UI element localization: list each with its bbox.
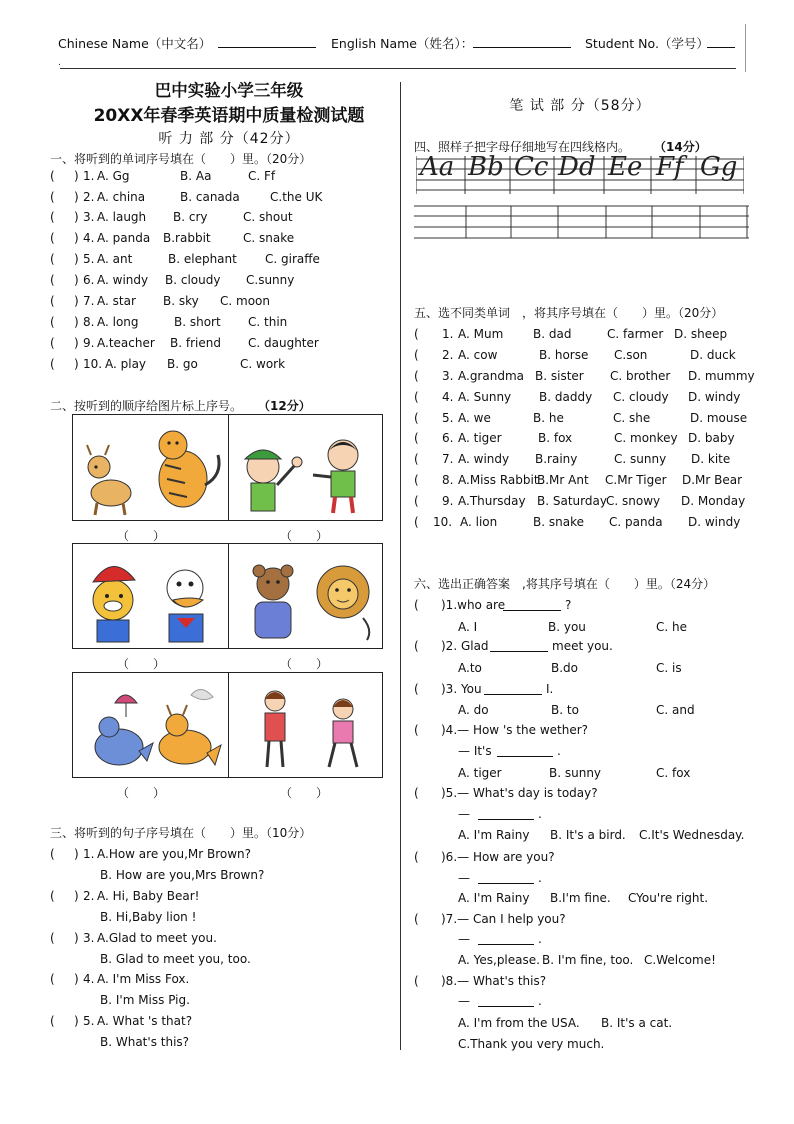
answer-paren[interactable]: (: [50, 169, 55, 183]
answer-paren[interactable]: (: [414, 431, 419, 445]
question-text: )8.— What's this?: [441, 974, 547, 988]
option-c: C. Ff: [248, 169, 276, 183]
answer-paren[interactable]: (: [50, 294, 55, 308]
option-d: D. Monday: [681, 494, 746, 508]
chinese-name-label: Chinese Name（中文名）: [58, 36, 212, 51]
option-b: B.rabbit: [163, 231, 211, 245]
option-c: C. he: [656, 620, 687, 634]
option-a: A. lion: [460, 515, 498, 529]
answer-paren-close: ): [74, 190, 79, 204]
option-b: B. sunny: [549, 766, 602, 780]
option-c: C.sunny: [246, 273, 295, 287]
answer-blank[interactable]: [484, 681, 542, 695]
sentence-b: B. What's this?: [100, 1035, 190, 1049]
response-end: .: [538, 994, 542, 1008]
option-b: B. you: [548, 620, 586, 634]
question-text: )7.— Can I help you?: [441, 912, 566, 926]
option-a: A. china: [97, 190, 146, 204]
option-a: A. panda: [97, 231, 151, 245]
answer-paren-close: ): [74, 210, 79, 224]
answer-paren[interactable]: (: [50, 972, 55, 986]
option-a: A.Miss Rabbit: [458, 473, 539, 487]
option-b: B. Saturday: [537, 494, 607, 508]
option-c: C. daughter: [248, 336, 319, 350]
option-b: B. horse: [539, 348, 589, 362]
response-end: .: [557, 744, 561, 758]
option-d: D. baby: [688, 431, 735, 445]
question-number: 10.: [83, 357, 103, 371]
option-c: C. cloudy: [613, 390, 669, 404]
option-a: A. Yes,please.: [458, 953, 540, 967]
option-c: CYou're right.: [628, 891, 709, 905]
english-name-label: English Name（姓名）：: [331, 36, 474, 51]
english-name-field[interactable]: [473, 33, 571, 48]
writing-title: 笔 试 部 分（58分）: [509, 98, 651, 114]
question-number: 1.: [83, 847, 95, 861]
sec3-heading: 三、将听到的句子序号填在（ ）里。（10分）: [50, 826, 312, 840]
answer-blank[interactable]: [478, 870, 534, 884]
picture-row-1: [72, 414, 383, 521]
option-b: B. go: [167, 357, 198, 371]
option-c: C.son: [614, 348, 648, 362]
response-end: .: [538, 871, 542, 885]
option-a: A. ant: [97, 252, 133, 266]
question-text: )5.— What's day is today?: [441, 786, 598, 800]
response-prefix: — It's: [458, 744, 492, 758]
option-a: A. tiger: [458, 431, 502, 445]
option-c: C. moon: [220, 294, 270, 308]
answer-paren-close: ): [74, 315, 79, 329]
option-c: C.Welcome!: [644, 953, 716, 967]
option-c: C. shout: [243, 210, 293, 224]
question-number: 6.: [442, 431, 454, 445]
question-text: )3. You: [441, 682, 482, 696]
option-b: B.rainy: [535, 452, 578, 466]
sentence-a: A. What 's that?: [97, 1014, 193, 1028]
option-c: C. monkey: [614, 431, 678, 445]
option-b: B.I'm fine.: [550, 891, 611, 905]
sec6-heading: 六、选出正确答案 ,将其序号填在（ ）里。（24分）: [414, 577, 716, 591]
answer-paren-close: ): [74, 336, 79, 350]
option-a: A. I'm Rainy: [458, 891, 530, 905]
answer-paren-close: ): [74, 252, 79, 266]
answer-blank[interactable]: [497, 743, 553, 757]
option-b: B. sky: [163, 294, 199, 308]
question-number: 4.: [83, 972, 95, 986]
question-number: 2.: [83, 190, 95, 204]
option-b: B. I'm fine, too.: [542, 953, 634, 967]
student-no-field[interactable]: [707, 33, 735, 48]
option-c: C.It's Wednesday.: [639, 828, 745, 842]
option-b: B. It's a bird.: [550, 828, 626, 842]
sample-letters: Gg: [700, 152, 738, 182]
option-a: A. windy: [458, 452, 510, 466]
option-a: A.to: [458, 661, 482, 675]
option-a: A. I'm Rainy: [458, 828, 530, 842]
answer-paren[interactable]: (: [414, 411, 419, 425]
sentence-a: A. I'm Miss Fox.: [97, 972, 190, 986]
option-b: B. short: [174, 315, 221, 329]
answer-paren-2[interactable]: （ ）: [280, 529, 329, 543]
option-c: C. panda: [609, 515, 663, 529]
question-number: 1.: [442, 327, 454, 341]
option-c: C. snake: [243, 231, 295, 245]
sample-letters: Dd: [558, 152, 596, 182]
sample-letters: Aa: [420, 152, 455, 182]
answer-blank[interactable]: [490, 638, 548, 652]
page-title-line2: 20XX年春季英语期中质量检测试题: [93, 106, 365, 126]
option-c: C.Mr Tiger: [605, 473, 667, 487]
question-number: 4.: [442, 390, 454, 404]
question-number: 8.: [83, 315, 95, 329]
question-number: 7.: [83, 294, 95, 308]
option-c: C.the UK: [270, 190, 323, 204]
option-d: D. mouse: [690, 411, 748, 425]
option-b: B. he: [533, 411, 564, 425]
answer-paren[interactable]: (: [50, 231, 55, 245]
answer-paren[interactable]: (: [50, 273, 55, 287]
sec1-heading: 一、将听到的单词序号填在（ ）里。（20分）: [50, 152, 312, 166]
question-number: 7.: [442, 452, 454, 466]
response-prefix: —: [458, 807, 470, 821]
answer-paren[interactable]: (: [414, 850, 419, 864]
response-prefix: —: [458, 994, 470, 1008]
option-a: A. long: [97, 315, 139, 329]
response-end: .: [538, 932, 542, 946]
answer-paren[interactable]: (: [50, 1014, 55, 1028]
option-b: B. snake: [533, 515, 584, 529]
answer-paren-close: ): [74, 169, 79, 183]
sec5-heading: 五、选不同类单词 ，将其序号填在（ ）里。（20分）: [414, 306, 724, 320]
option-d: D. duck: [690, 348, 736, 362]
option-b: B. dad: [533, 327, 572, 341]
option-d: D. kite: [691, 452, 731, 466]
answer-paren-close: ): [74, 294, 79, 308]
option-a: A. do: [458, 703, 489, 717]
question-number: 8.: [442, 473, 454, 487]
picture-row-3: [72, 672, 383, 778]
answer-paren-close: ): [74, 931, 79, 945]
four-line-grid-sample: [416, 152, 744, 194]
answer-paren-close: ): [74, 231, 79, 245]
answer-paren-close: ): [74, 889, 79, 903]
answer-paren[interactable]: (: [414, 598, 419, 612]
answer-paren-close: ): [74, 972, 79, 986]
sample-letters: Bb: [468, 152, 504, 182]
sentence-a: A.How are you,Mr Brown?: [97, 847, 252, 861]
option-a: A. star: [97, 294, 136, 308]
answer-paren[interactable]: (: [414, 327, 419, 341]
answer-paren-close: ): [74, 1014, 79, 1028]
sentence-b: B. I'm Miss Pig.: [100, 993, 190, 1007]
question-number: 1.: [83, 169, 95, 183]
question-number: 3.: [83, 210, 95, 224]
option-c: C. she: [613, 411, 651, 425]
question-number: 3.: [83, 931, 95, 945]
chinese-name-field[interactable]: [218, 33, 316, 48]
option-d: D. windy: [688, 390, 741, 404]
answer-paren[interactable]: (: [414, 452, 419, 466]
answer-blank[interactable]: [478, 806, 534, 820]
answer-paren-3[interactable]: （ ）: [117, 657, 166, 671]
option-b: B. daddy: [539, 390, 593, 404]
answer-paren[interactable]: (: [50, 931, 55, 945]
answer-paren-close: ): [74, 847, 79, 861]
question-number: 5.: [83, 1014, 95, 1028]
option-b: B. cry: [173, 210, 208, 224]
answer-paren[interactable]: (: [50, 252, 55, 266]
answer-paren[interactable]: (: [414, 912, 419, 926]
option-d: D.Mr Bear: [682, 473, 743, 487]
option-b: B. cloudy: [165, 273, 221, 287]
option-b: B.Mr Ant: [537, 473, 589, 487]
option-a: A.Thursday: [458, 494, 526, 508]
answer-paren[interactable]: (: [50, 210, 55, 224]
sentence-a: A.Glad to meet you.: [97, 931, 217, 945]
option-a: A. Mum: [458, 327, 504, 341]
question-text: )4.— How 's the wether?: [441, 723, 589, 737]
page-title-line1: 巴中实验小学三年级: [154, 81, 304, 100]
option-b: B. elephant: [168, 252, 237, 266]
question-number: 9.: [442, 494, 454, 508]
four-line-grid-practice[interactable]: [414, 205, 749, 239]
option-c: C. is: [656, 661, 682, 675]
question-number: 2.: [83, 889, 95, 903]
question-number: 10.: [433, 515, 453, 529]
question-text: )1.who are: [441, 598, 506, 612]
answer-paren[interactable]: (: [414, 515, 419, 529]
picture-row-2: [72, 543, 383, 649]
question-number: 3.: [442, 369, 454, 383]
option-b: B. Aa: [180, 169, 212, 183]
option-b: B. to: [551, 703, 579, 717]
option-a: A.grandma: [458, 369, 524, 383]
answer-paren-6[interactable]: （ ）: [280, 786, 329, 800]
option-a: A. Sunny: [458, 390, 512, 404]
answer-paren[interactable]: (: [414, 682, 419, 696]
sample-letters: Ee: [608, 152, 643, 182]
listening-title: 听 力 部 分（42分）: [158, 131, 300, 147]
question-number: 2.: [442, 348, 454, 362]
option-a: A. I: [458, 620, 478, 634]
answer-paren[interactable]: (: [414, 348, 419, 362]
option-c: C. thin: [248, 315, 288, 329]
option-d: D. mummy: [688, 369, 755, 383]
question-number: 5.: [442, 411, 454, 425]
answer-paren[interactable]: (: [50, 336, 55, 350]
option-c: C. and: [656, 703, 695, 717]
option-a: A. laugh: [97, 210, 147, 224]
answer-paren[interactable]: (: [414, 473, 419, 487]
sentence-a: A. Hi, Baby Bear!: [97, 889, 200, 903]
sentence-b: B. Glad to meet you, too.: [100, 952, 251, 966]
option-b: B. friend: [170, 336, 221, 350]
answer-paren-5[interactable]: （ ）: [117, 786, 166, 800]
option-b: B. sister: [535, 369, 584, 383]
sample-letters: Ff: [656, 152, 684, 182]
sentence-b: B. How are you,Mrs Brown?: [100, 868, 265, 882]
option-b: B. canada: [180, 190, 240, 204]
question-number: 6.: [83, 273, 95, 287]
answer-paren[interactable]: (: [50, 889, 55, 903]
answer-paren[interactable]: (: [50, 315, 55, 329]
question-text-end: I.: [546, 682, 554, 696]
option-c: C. work: [240, 357, 286, 371]
question-text: )6.— How are you?: [441, 850, 555, 864]
response-prefix: —: [458, 932, 470, 946]
answer-paren[interactable]: (: [414, 974, 419, 988]
question-text-end: ?: [565, 598, 572, 612]
answer-paren[interactable]: (: [50, 847, 55, 861]
option-a: A. cow: [458, 348, 498, 362]
option-c: C. sunny: [614, 452, 667, 466]
question-text-end: meet you.: [552, 639, 613, 653]
answer-paren[interactable]: (: [414, 390, 419, 404]
answer-paren-close: ): [74, 273, 79, 287]
answer-paren-1[interactable]: （ ）: [117, 529, 166, 543]
header-rule: [60, 68, 736, 69]
option-c: C. snowy: [606, 494, 661, 508]
response-end: .: [538, 807, 542, 821]
column-divider: [400, 82, 401, 1050]
answer-blank[interactable]: [503, 597, 561, 611]
response-prefix: —: [458, 871, 470, 885]
answer-paren[interactable]: (: [50, 190, 55, 204]
question-number: 5.: [83, 252, 95, 266]
option-a: A.teacher: [97, 336, 155, 350]
answer-paren[interactable]: (: [414, 494, 419, 508]
option-b: B. It's a cat.: [601, 1016, 673, 1030]
option-a: A. play: [105, 357, 147, 371]
answer-blank[interactable]: [478, 993, 534, 1007]
answer-paren-close: ): [74, 357, 79, 371]
answer-paren[interactable]: (: [414, 369, 419, 383]
answer-paren[interactable]: (: [414, 723, 419, 737]
student-no-label: Student No.（学号）: [585, 36, 709, 51]
option-a: A. tiger: [458, 766, 502, 780]
question-number: 9.: [83, 336, 95, 350]
answer-paren[interactable]: (: [414, 786, 419, 800]
sec4-heading: 四、照样子把字母仔细地写在四线格内。 （14分）: [414, 140, 707, 154]
sentence-b: B. Hi,Baby lion !: [100, 910, 197, 924]
answer-paren-4[interactable]: （ ）: [280, 657, 329, 671]
header-edge: [745, 24, 746, 72]
answer-paren[interactable]: (: [414, 639, 419, 653]
option-d: D. windy: [688, 515, 741, 529]
option-a: A. Gg: [97, 169, 130, 183]
option-c: C. giraffe: [265, 252, 320, 266]
answer-blank[interactable]: [478, 931, 534, 945]
question-number: 4.: [83, 231, 95, 245]
option-c: C. farmer: [607, 327, 664, 341]
option-a: A. windy: [97, 273, 149, 287]
answer-paren[interactable]: (: [50, 357, 55, 371]
option-a: A. I'm from the USA.: [458, 1016, 580, 1030]
option-b: B.do: [551, 661, 579, 675]
option-d: D. sheep: [674, 327, 728, 341]
option-a: A. we: [458, 411, 491, 425]
option-c: C.Thank you very much.: [458, 1037, 605, 1051]
sec2-heading: 二、按听到的顺序给图片标上序号。 （12分）: [50, 399, 311, 413]
option-c: C. fox: [656, 766, 691, 780]
question-text: )2. Glad: [441, 639, 489, 653]
option-c: C. brother: [610, 369, 671, 383]
sample-letters: Cc: [514, 152, 549, 182]
option-b: B. fox: [538, 431, 573, 445]
